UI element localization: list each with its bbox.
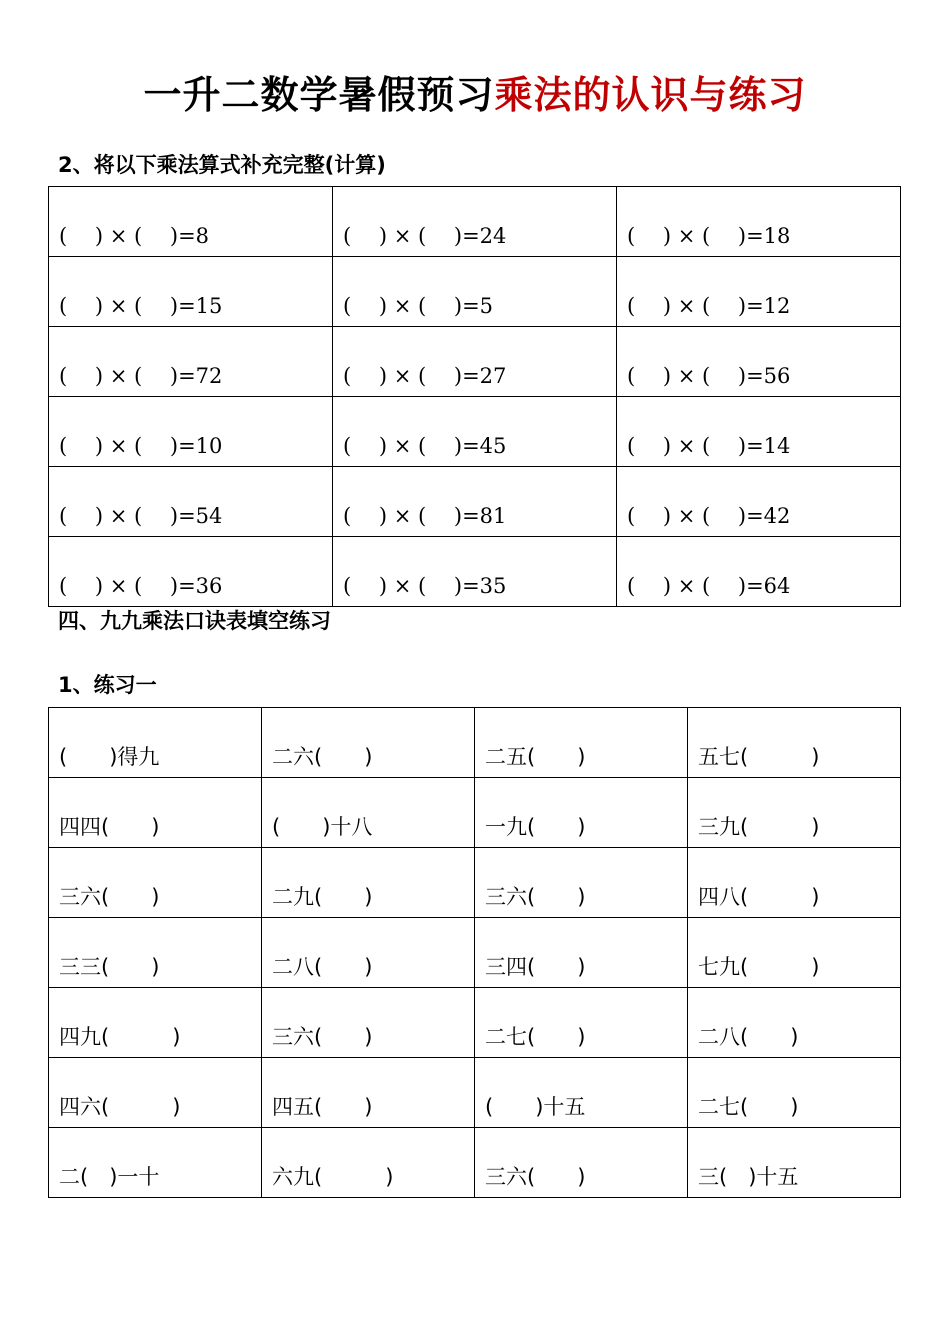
chant-cell[interactable]: 七九( )	[688, 918, 901, 988]
chant-cell[interactable]: 四八( )	[688, 848, 901, 918]
calc-cell[interactable]: ( ) × ( )=14	[617, 397, 901, 467]
chant-cell[interactable]: 二( )一十	[49, 1128, 262, 1198]
calc-cell[interactable]: ( ) × ( )=42	[617, 467, 901, 537]
calc-cell[interactable]: ( ) × ( )=12	[617, 257, 901, 327]
calc-cell[interactable]: ( ) × ( )=36	[49, 537, 333, 607]
table-row	[49, 708, 901, 778]
chant-cell[interactable]: 三六( )	[49, 848, 262, 918]
table-row	[49, 187, 901, 257]
title-part-red: 乘法的认识与练习	[494, 73, 807, 117]
chant-cell[interactable]: 四五( )	[262, 1058, 475, 1128]
chant-cell[interactable]: 三四( )	[475, 918, 688, 988]
chant-cell[interactable]: 六九( )	[262, 1128, 475, 1198]
table-row	[49, 1128, 901, 1198]
chant-cell[interactable]: ( )十八	[262, 778, 475, 848]
table-row	[49, 467, 901, 537]
calc-cell[interactable]: ( ) × ( )=10	[49, 397, 333, 467]
section-heading-chant: 四、九九乘法口诀表填空练习	[58, 609, 331, 633]
chant-cell[interactable]: ( )得九	[49, 708, 262, 778]
calc-cell[interactable]: ( ) × ( )=45	[333, 397, 617, 467]
table-row	[49, 537, 901, 607]
chant-table	[48, 707, 901, 1198]
calc-table	[48, 186, 901, 607]
chant-cell[interactable]: 三九( )	[688, 778, 901, 848]
chant-cell[interactable]: 三三( )	[49, 918, 262, 988]
calc-cell[interactable]: ( ) × ( )=24	[333, 187, 617, 257]
subheading-practice-1: 1、练习一	[58, 673, 157, 697]
chant-cell[interactable]: ( )十五	[475, 1058, 688, 1128]
calc-cell[interactable]: ( ) × ( )=8	[49, 187, 333, 257]
table-row	[49, 848, 901, 918]
calc-cell[interactable]: ( ) × ( )=15	[49, 257, 333, 327]
chant-cell[interactable]: 二七( )	[688, 1058, 901, 1128]
table-row	[49, 1058, 901, 1128]
chant-cell[interactable]: 三( )十五	[688, 1128, 901, 1198]
table-row	[49, 778, 901, 848]
calc-cell[interactable]: ( ) × ( )=72	[49, 327, 333, 397]
table-row	[49, 327, 901, 397]
chant-cell[interactable]: 三六( )	[262, 988, 475, 1058]
chant-cell[interactable]: 四四( )	[49, 778, 262, 848]
calc-cell[interactable]: ( ) × ( )=35	[333, 537, 617, 607]
section-heading-calc: 2、将以下乘法算式补充完整(计算)	[58, 153, 386, 177]
table-row	[49, 988, 901, 1058]
calc-cell[interactable]: ( ) × ( )=64	[617, 537, 901, 607]
chant-cell[interactable]: 四九( )	[49, 988, 262, 1058]
table-row	[49, 397, 901, 467]
calc-cell[interactable]: ( ) × ( )=5	[333, 257, 617, 327]
chant-cell[interactable]: 一九( )	[475, 778, 688, 848]
chant-cell[interactable]: 五七( )	[688, 708, 901, 778]
page-title	[0, 70, 950, 120]
chant-cell[interactable]: 四六( )	[49, 1058, 262, 1128]
chant-cell[interactable]: 二六( )	[262, 708, 475, 778]
calc-cell[interactable]: ( ) × ( )=81	[333, 467, 617, 537]
table-row	[49, 257, 901, 327]
calc-cell[interactable]: ( ) × ( )=27	[333, 327, 617, 397]
calc-cell[interactable]: ( ) × ( )=18	[617, 187, 901, 257]
chant-cell[interactable]: 二八( )	[688, 988, 901, 1058]
chant-cell[interactable]: 三六( )	[475, 848, 688, 918]
chant-cell[interactable]: 二九( )	[262, 848, 475, 918]
chant-cell[interactable]: 三六( )	[475, 1128, 688, 1198]
title-part-black: 一升二数学暑假预习	[143, 73, 495, 117]
chant-cell[interactable]: 二七( )	[475, 988, 688, 1058]
chant-cell[interactable]: 二五( )	[475, 708, 688, 778]
chant-cell[interactable]: 二八( )	[262, 918, 475, 988]
table-row	[49, 918, 901, 988]
calc-cell[interactable]: ( ) × ( )=54	[49, 467, 333, 537]
calc-cell[interactable]: ( ) × ( )=56	[617, 327, 901, 397]
